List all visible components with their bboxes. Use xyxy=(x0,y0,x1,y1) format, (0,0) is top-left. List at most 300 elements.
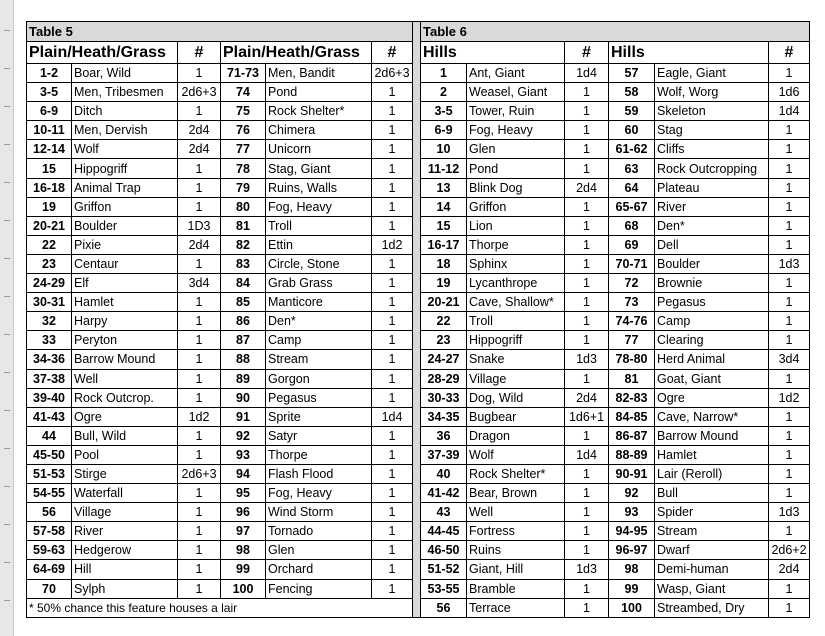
table6-left-count: 1d4 xyxy=(565,445,609,464)
table5-right-count: 1 xyxy=(372,541,413,560)
table5-left-roll: 33 xyxy=(27,331,72,350)
table6-left-roll: 44-45 xyxy=(421,522,467,541)
table6-right-feature: Wasp, Giant xyxy=(655,579,769,598)
table5-left-roll: 22 xyxy=(27,235,72,254)
table6-left-roll: 6-9 xyxy=(421,121,467,140)
table6-left-roll: 34-35 xyxy=(421,407,467,426)
table5-right-feature: Troll xyxy=(266,216,372,235)
table5-right-feature: Flash Flood xyxy=(266,464,372,483)
table5-left-count: 1 xyxy=(178,445,221,464)
ruler-tick xyxy=(4,106,10,107)
table5-right-count: 1 xyxy=(372,312,413,331)
table5-left-feature: Stirge xyxy=(72,464,178,483)
ruler-tick xyxy=(4,448,10,449)
table6-right-roll: 78-80 xyxy=(609,350,655,369)
table6-left-count: 1d3 xyxy=(565,560,609,579)
ruler-tick xyxy=(4,372,10,373)
table5-left-count: 1 xyxy=(178,503,221,522)
table5-left-feature: Ogre xyxy=(72,407,178,426)
table5-left-count: 1 xyxy=(178,579,221,598)
table5-left-feature: Rock Outcrop. xyxy=(72,388,178,407)
table6-right-feature: Cliffs xyxy=(655,140,769,159)
table5-right-roll: 75 xyxy=(221,102,266,121)
table5-right-roll: 87 xyxy=(221,331,266,350)
table6-left-roll: 11-12 xyxy=(421,159,467,178)
table6-left-roll: 3-5 xyxy=(421,102,467,121)
table5-left-count: 3d4 xyxy=(178,274,221,293)
table5-right-feature: Thorpe xyxy=(266,445,372,464)
table6-right-feature: Streambed, Dry xyxy=(655,598,769,617)
table5-left-feature: Well xyxy=(72,369,178,388)
table6-right-count: 1 xyxy=(769,579,810,598)
table5-left-count: 1 xyxy=(178,64,221,83)
table6-left-roll: 16-17 xyxy=(421,235,467,254)
table6-left-feature: Terrace xyxy=(467,598,565,617)
table6-right-roll: 63 xyxy=(609,159,655,178)
table5-right-feature: Ruins, Walls xyxy=(266,178,372,197)
table5-left-feature: Sylph xyxy=(72,579,178,598)
table6-left-roll: 1 xyxy=(421,64,467,83)
table6-right-feature: Hamlet xyxy=(655,445,769,464)
table5-right-roll: 88 xyxy=(221,350,266,369)
table6-left-feature: Griffon xyxy=(467,197,565,216)
table6-left-feature: Fog, Heavy xyxy=(467,121,565,140)
table5-left-roll: 37-38 xyxy=(27,369,72,388)
table5-left-count: 1 xyxy=(178,312,221,331)
table6-left-count: 1 xyxy=(565,598,609,617)
table5-left-count: 2d4 xyxy=(178,121,221,140)
table6-right-count: 1d2 xyxy=(769,388,810,407)
table6-right-feature: Bull xyxy=(655,484,769,503)
table5-left-roll: 44 xyxy=(27,426,72,445)
table5-left-feature: Bull, Wild xyxy=(72,426,178,445)
table6-left-count: 1 xyxy=(565,197,609,216)
table5-left-feature: Hill xyxy=(72,560,178,579)
table5-left-count: 1 xyxy=(178,178,221,197)
table5-right-count: 1 xyxy=(372,159,413,178)
table5-right-count: 1d2 xyxy=(372,235,413,254)
table5-left-count: 2d4 xyxy=(178,140,221,159)
table6-left-roll: 13 xyxy=(421,178,467,197)
table5-right-feature: Stream xyxy=(266,350,372,369)
table6-right-feature: River xyxy=(655,197,769,216)
table6-left-count: 2d4 xyxy=(565,178,609,197)
document-page xyxy=(26,21,810,618)
table6-left-feature: Troll xyxy=(467,312,565,331)
table5-right-roll: 86 xyxy=(221,312,266,331)
table6-left-count: 1 xyxy=(565,83,609,102)
table6-left-roll: 24-27 xyxy=(421,350,467,369)
table5-right-count: 1 xyxy=(372,388,413,407)
table6-right-roll: 58 xyxy=(609,83,655,102)
table6-right-count: 1 xyxy=(769,64,810,83)
table5-right-header: Plain/Heath/Grass xyxy=(221,42,372,64)
table5-right-roll: 94 xyxy=(221,464,266,483)
table6-left-count: 1 xyxy=(565,522,609,541)
table6-right-feature: Camp xyxy=(655,312,769,331)
table6-left-roll: 40 xyxy=(421,464,467,483)
ruler-tick xyxy=(4,524,10,525)
table6-right-feature: Ogre xyxy=(655,388,769,407)
table5-left-roll: 34-36 xyxy=(27,350,72,369)
table5-right-feature: Unicorn xyxy=(266,140,372,159)
table5-right-roll: 83 xyxy=(221,254,266,273)
table6-right-feature: Herd Animal xyxy=(655,350,769,369)
table6-left-feature: Blink Dog xyxy=(467,178,565,197)
table5-right-feature: Camp xyxy=(266,331,372,350)
ruler-tick xyxy=(4,30,10,31)
table5-left-roll: 24-29 xyxy=(27,274,72,293)
table6-right-feature: Wolf, Worg xyxy=(655,83,769,102)
ruler-tick xyxy=(4,258,10,259)
table6-right-feature: Lair (Reroll) xyxy=(655,464,769,483)
table6-right-roll: 69 xyxy=(609,235,655,254)
table6-left-count: 1 xyxy=(565,541,609,560)
table6-right-roll: 73 xyxy=(609,293,655,312)
table5-right-feature: Glen xyxy=(266,541,372,560)
table6-right-count: 1d3 xyxy=(769,503,810,522)
table5-left-feature: Animal Trap xyxy=(72,178,178,197)
table5-left-feature: Boulder xyxy=(72,216,178,235)
table5-left-feature: Elf xyxy=(72,274,178,293)
table6-right-count: 1 xyxy=(769,121,810,140)
table6-left-feature: Ruins xyxy=(467,541,565,560)
table6-left-roll: 46-50 xyxy=(421,541,467,560)
table6-left-roll: 20-21 xyxy=(421,293,467,312)
table6-right-feature: Barrow Mound xyxy=(655,426,769,445)
table6-left-roll: 14 xyxy=(421,197,467,216)
table5-right-feature: Manticore xyxy=(266,293,372,312)
table5-right-feature: Tornado xyxy=(266,522,372,541)
table5-left-roll: 1-2 xyxy=(27,64,72,83)
table6-right-count: 1d6 xyxy=(769,83,810,102)
table5-right-roll: 95 xyxy=(221,484,266,503)
table6-left-roll: 10 xyxy=(421,140,467,159)
table6-left-roll: 36 xyxy=(421,426,467,445)
table5-left-header: Plain/Heath/Grass xyxy=(27,42,178,64)
table5-left-roll: 20-21 xyxy=(27,216,72,235)
table5-right-roll: 76 xyxy=(221,121,266,140)
table6-right-feature: Dell xyxy=(655,235,769,254)
table6-right-roll: 61-62 xyxy=(609,140,655,159)
table5-left-feature: Hamlet xyxy=(72,293,178,312)
table5-left-feature: Men, Tribesmen xyxy=(72,83,178,102)
table6-right-feature: Plateau xyxy=(655,178,769,197)
table5-right-feature: Grab Grass xyxy=(266,274,372,293)
table5-right-feature: Stag, Giant xyxy=(266,159,372,178)
table6-left-feature: Hippogriff xyxy=(467,331,565,350)
table6-left-count: 1 xyxy=(565,216,609,235)
table5-left-feature: Village xyxy=(72,503,178,522)
table6-left-roll: 15 xyxy=(421,216,467,235)
table5-right-roll: 99 xyxy=(221,560,266,579)
table6-left-roll: 19 xyxy=(421,274,467,293)
table5-right-feature: Orchard xyxy=(266,560,372,579)
table5-right-roll: 81 xyxy=(221,216,266,235)
table6-right-count: 1 xyxy=(769,407,810,426)
table5-left-roll: 57-58 xyxy=(27,522,72,541)
table5-right-count: 1 xyxy=(372,464,413,483)
table5-left-feature: Waterfall xyxy=(72,484,178,503)
table6-right-roll: 65-67 xyxy=(609,197,655,216)
table6-right-roll: 57 xyxy=(609,64,655,83)
table5-left-feature: Centaur xyxy=(72,254,178,273)
ruler-tick xyxy=(4,562,10,563)
table6-right-count: 1 xyxy=(769,312,810,331)
page-margin xyxy=(0,0,14,636)
table6-right-feature: Spider xyxy=(655,503,769,522)
table6-right-roll: 68 xyxy=(609,216,655,235)
table5-right-roll: 84 xyxy=(221,274,266,293)
table5-right-count: 1 xyxy=(372,445,413,464)
ruler-tick xyxy=(4,410,10,411)
table6-left-count: 1d3 xyxy=(565,350,609,369)
table6-right-feature: Pegasus xyxy=(655,293,769,312)
table6-right-feature: Den* xyxy=(655,216,769,235)
table6-right-count: 3d4 xyxy=(769,350,810,369)
table5-right-count: 1 xyxy=(372,178,413,197)
table5-right-feature: Pond xyxy=(266,83,372,102)
table6-right-count: 1 xyxy=(769,197,810,216)
table6-left-count: 1 xyxy=(565,369,609,388)
table6-right-roll: 82-83 xyxy=(609,388,655,407)
table6-left-feature: Glen xyxy=(467,140,565,159)
table6-right-count: 1 xyxy=(769,445,810,464)
table5-left-feature: Barrow Mound xyxy=(72,350,178,369)
table5-left-roll: 16-18 xyxy=(27,178,72,197)
table6-left-roll: 30-33 xyxy=(421,388,467,407)
table6-left-feature: Village xyxy=(467,369,565,388)
table6-left-roll: 51-52 xyxy=(421,560,467,579)
table6-left-count: 1 xyxy=(565,579,609,598)
table5-left-roll: 32 xyxy=(27,312,72,331)
table6-right-count: 1 xyxy=(769,522,810,541)
table5-right-feature: Fog, Heavy xyxy=(266,197,372,216)
table6-left-roll: 23 xyxy=(421,331,467,350)
table6-right-roll: 86-87 xyxy=(609,426,655,445)
table6-right-roll: 96-97 xyxy=(609,541,655,560)
table6-right-roll: 60 xyxy=(609,121,655,140)
table5-right-feature: Gorgon xyxy=(266,369,372,388)
table5-left-roll: 3-5 xyxy=(27,83,72,102)
table5-left-roll: 23 xyxy=(27,254,72,273)
table6-left-count: 2d4 xyxy=(565,388,609,407)
table6-right-count: 1 xyxy=(769,369,810,388)
table6-right-roll: 90-91 xyxy=(609,464,655,483)
table5-right-feature: Men, Bandit xyxy=(266,64,372,83)
table5-left-roll: 64-69 xyxy=(27,560,72,579)
table6-left-roll: 53-55 xyxy=(421,579,467,598)
table5-left-count: 1 xyxy=(178,388,221,407)
table6-left-feature: Rock Shelter* xyxy=(467,464,565,483)
table6-right-count-header: # xyxy=(769,42,810,64)
table6-right-roll: 93 xyxy=(609,503,655,522)
table6-left-count: 1 xyxy=(565,464,609,483)
table6-right-feature: Rock Outcropping xyxy=(655,159,769,178)
table5-left-feature: Men, Dervish xyxy=(72,121,178,140)
ruler-tick xyxy=(4,182,10,183)
table6-left-count: 1 xyxy=(565,293,609,312)
table6-right-count: 2d6+2 xyxy=(769,541,810,560)
table5-right-count: 1 xyxy=(372,121,413,140)
ruler-tick xyxy=(4,486,10,487)
table5-right-feature: Den* xyxy=(266,312,372,331)
table6-left-feature: Bramble xyxy=(467,579,565,598)
table6-left-roll: 2 xyxy=(421,83,467,102)
table5-right-roll: 93 xyxy=(221,445,266,464)
table5-right-roll: 98 xyxy=(221,541,266,560)
table5-left-count: 1 xyxy=(178,541,221,560)
table6-left-feature: Cave, Shallow* xyxy=(467,293,565,312)
table5-right-roll: 71-73 xyxy=(221,64,266,83)
table5-right-count: 1 xyxy=(372,140,413,159)
table5-left-count: 1 xyxy=(178,102,221,121)
table6-left-feature: Bear, Brown xyxy=(467,484,565,503)
table5-left-count: 1 xyxy=(178,369,221,388)
table5-title: Table 5 xyxy=(27,22,413,42)
table6-right-count: 1d4 xyxy=(769,102,810,121)
table6-right-roll: 81 xyxy=(609,369,655,388)
table5-left-feature: Hippogriff xyxy=(72,159,178,178)
table-separator xyxy=(413,22,421,618)
table5-right-feature: Fog, Heavy xyxy=(266,484,372,503)
table5-left-count-header: # xyxy=(178,42,221,64)
table6-right-feature: Cave, Narrow* xyxy=(655,407,769,426)
table6-left-count: 1 xyxy=(565,159,609,178)
table6-left-count: 1d6+1 xyxy=(565,407,609,426)
table6-right-roll: 98 xyxy=(609,560,655,579)
table5-left-roll: 59-63 xyxy=(27,541,72,560)
table5-left-roll: 19 xyxy=(27,197,72,216)
table6-left-feature: Well xyxy=(467,503,565,522)
table5-right-feature: Pegasus xyxy=(266,388,372,407)
table6-right-roll: 84-85 xyxy=(609,407,655,426)
table6-right-roll: 74-76 xyxy=(609,312,655,331)
table6-left-roll: 18 xyxy=(421,254,467,273)
table5-left-roll: 10-11 xyxy=(27,121,72,140)
table5-right-roll: 100 xyxy=(221,579,266,598)
table6-right-roll: 77 xyxy=(609,331,655,350)
table6-right-count: 2d4 xyxy=(769,560,810,579)
table6-left-feature: Weasel, Giant xyxy=(467,83,565,102)
table5-left-feature: Griffon xyxy=(72,197,178,216)
table5-right-roll: 97 xyxy=(221,522,266,541)
table6-left-count: 1 xyxy=(565,503,609,522)
table6-left-count: 1 xyxy=(565,140,609,159)
table6-left-feature: Bugbear xyxy=(467,407,565,426)
table6-left-roll: 37-39 xyxy=(421,445,467,464)
table5-right-roll: 77 xyxy=(221,140,266,159)
table5-left-count: 1 xyxy=(178,159,221,178)
table5-right-count: 1 xyxy=(372,560,413,579)
table6-right-count: 1 xyxy=(769,235,810,254)
table6-right-count: 1 xyxy=(769,598,810,617)
table5-right-count: 1 xyxy=(372,83,413,102)
table6-right-feature: Dwarf xyxy=(655,541,769,560)
table6-left-roll: 41-42 xyxy=(421,484,467,503)
table6-right-feature: Brownie xyxy=(655,274,769,293)
table5-right-feature: Circle, Stone xyxy=(266,254,372,273)
table6-left-count: 1 xyxy=(565,484,609,503)
table5-right-roll: 74 xyxy=(221,83,266,102)
table6-right-count: 1 xyxy=(769,484,810,503)
table6-left-feature: Pond xyxy=(467,159,565,178)
table5-right-count: 1 xyxy=(372,350,413,369)
table5-right-roll: 89 xyxy=(221,369,266,388)
table6-left-roll: 56 xyxy=(421,598,467,617)
table5-right-roll: 79 xyxy=(221,178,266,197)
table5-right-roll: 91 xyxy=(221,407,266,426)
table5-right-count-header: # xyxy=(372,42,413,64)
table6-right-roll: 99 xyxy=(609,579,655,598)
table6-left-feature: Fortress xyxy=(467,522,565,541)
table6-right-count: 1d3 xyxy=(769,254,810,273)
table6-right-feature: Boulder xyxy=(655,254,769,273)
table5-left-roll: 70 xyxy=(27,579,72,598)
ruler-tick xyxy=(4,334,10,335)
table5-left-feature: Pool xyxy=(72,445,178,464)
table6-left-count: 1 xyxy=(565,274,609,293)
table5-right-feature: Ettin xyxy=(266,235,372,254)
table6-right-count: 1 xyxy=(769,293,810,312)
table6-right-count: 1 xyxy=(769,178,810,197)
table6-right-feature: Skeleton xyxy=(655,102,769,121)
table6-right-count: 1 xyxy=(769,216,810,235)
table5-right-count: 2d6+3 xyxy=(372,64,413,83)
table5-left-count: 1 xyxy=(178,484,221,503)
table5-right-roll: 92 xyxy=(221,426,266,445)
table5-left-count: 1 xyxy=(178,426,221,445)
table5-left-feature: Boar, Wild xyxy=(72,64,178,83)
ruler-tick xyxy=(4,220,10,221)
table5-left-count: 1 xyxy=(178,254,221,273)
table5-left-roll: 41-43 xyxy=(27,407,72,426)
table6-right-count: 1 xyxy=(769,140,810,159)
table5-left-roll: 56 xyxy=(27,503,72,522)
table6-left-roll: 28-29 xyxy=(421,369,467,388)
table5-right-count: 1 xyxy=(372,216,413,235)
table6-right-roll: 94-95 xyxy=(609,522,655,541)
table6-title: Table 6 xyxy=(421,22,810,42)
table6-right-feature: Demi-human xyxy=(655,560,769,579)
table5-left-roll: 51-53 xyxy=(27,464,72,483)
table6-right-count: 1 xyxy=(769,331,810,350)
table6-right-feature: Stag xyxy=(655,121,769,140)
table5-left-count: 2d6+3 xyxy=(178,83,221,102)
table5-right-count: 1 xyxy=(372,369,413,388)
table5-right-roll: 78 xyxy=(221,159,266,178)
table5-right-count: 1 xyxy=(372,484,413,503)
table5-left-count: 1 xyxy=(178,522,221,541)
footnote: * 50% chance this feature houses a lair xyxy=(27,598,413,617)
table6-left-feature: Dog, Wild xyxy=(467,388,565,407)
table6-left-feature: Tower, Ruin xyxy=(467,102,565,121)
table6-left-feature: Snake xyxy=(467,350,565,369)
table6-right-roll: 72 xyxy=(609,274,655,293)
table5-left-feature: Peryton xyxy=(72,331,178,350)
table5-left-roll: 6-9 xyxy=(27,102,72,121)
table6-left-feature: Lycanthrope xyxy=(467,274,565,293)
table6-left-header: Hills xyxy=(421,42,565,64)
table5-right-feature: Sprite xyxy=(266,407,372,426)
table5-left-count: 1 xyxy=(178,331,221,350)
table5-right-count: 1 xyxy=(372,102,413,121)
table6-right-count: 1 xyxy=(769,159,810,178)
table5-right-feature: Satyr xyxy=(266,426,372,445)
table6-right-feature: Stream xyxy=(655,522,769,541)
table5-right-count: 1 xyxy=(372,426,413,445)
table5-left-roll: 39-40 xyxy=(27,388,72,407)
